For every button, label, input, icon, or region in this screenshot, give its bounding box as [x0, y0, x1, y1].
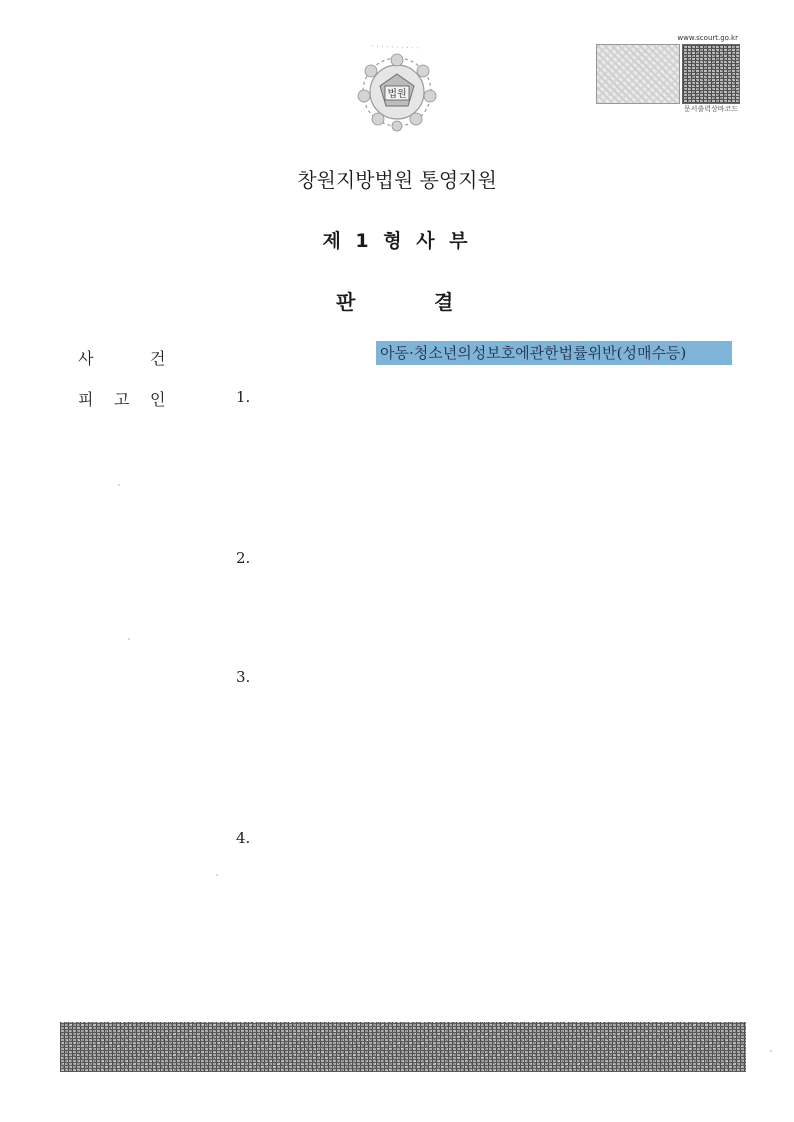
qr-url: www.scourt.go.kr — [677, 34, 738, 42]
defendant-label-part: 고 — [114, 390, 130, 409]
document-type-second: 결 — [434, 290, 454, 314]
case-label-part: 건 — [150, 349, 166, 368]
case-label-part: 사 — [78, 349, 94, 368]
case-value: 아동·청소년의성보호에관한법률위반(성매수등) — [376, 341, 732, 365]
scan-speck — [770, 1050, 772, 1052]
defendant-number: 2. — [236, 549, 251, 567]
barcode-icon — [60, 1022, 746, 1072]
defendant-label-part: 피 — [78, 390, 94, 409]
defendant-number: 4. — [236, 829, 251, 847]
court-name: 창원지방법원 통영지원 — [297, 168, 497, 192]
scan-speck — [216, 874, 218, 876]
qr-pattern-left — [596, 44, 680, 104]
scan-speck — [118, 484, 120, 486]
defendant-number: 1. — [236, 388, 251, 406]
document-type-first: 판 — [336, 290, 356, 314]
division-name: 제 1 형 사 부 — [322, 230, 472, 252]
qr-caption: 문서출력상바코드 — [683, 105, 738, 113]
defendant-label-part: 인 — [150, 390, 166, 409]
seal-text: 법원 — [387, 89, 407, 100]
qr-code-block — [596, 36, 740, 112]
qr-code-icon — [682, 44, 740, 104]
scan-speck — [128, 638, 130, 640]
court-emblem-icon — [352, 40, 442, 136]
defendant-number: 3. — [236, 668, 251, 686]
